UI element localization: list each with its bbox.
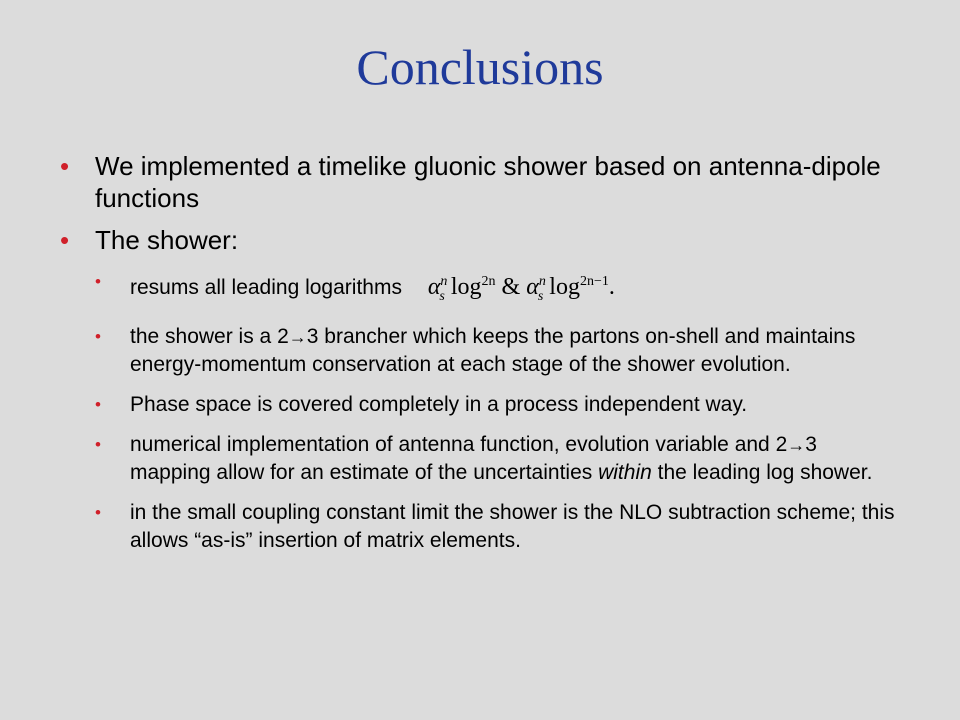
bullet-icon: • <box>95 434 101 454</box>
sub-bullet-item <box>95 323 900 379</box>
sub-bullet-text: numerical implementation of antenna function, evolution variable and 2→3 mapping allow for an estimate of the uncertainties within the leading log shower. <box>130 432 873 484</box>
bullet-icon: • <box>95 326 101 346</box>
sub-bullet-item <box>95 268 900 311</box>
arrow-icon: → <box>787 434 806 455</box>
sub-bullet-item <box>95 391 900 419</box>
sub-bullet-item <box>95 431 900 487</box>
arrow-icon: → <box>288 326 307 347</box>
sub-bullet-text: Phase space is covered completely in a process independent way. <box>130 392 748 416</box>
bullet-text: We implemented a timelike gluonic shower based on antenna-dipole functions <box>95 151 881 213</box>
bullet-icon: • <box>60 225 70 255</box>
bullet-icon: • <box>60 151 70 181</box>
slide-title: Conclusions <box>356 39 604 95</box>
sub-bullet-text: resums all leading logarithms <box>130 276 402 299</box>
bullet-icon: • <box>95 502 101 522</box>
bullet-icon: • <box>95 272 101 291</box>
sub-bullet-item <box>95 499 900 555</box>
formula: $\alpha^n_s$ $\log^{2n}$ & $\alpha^n_s$ $\log^{2n-1}$. <box>427 274 615 304</box>
bullet-item <box>60 150 900 214</box>
sub-bullet-text: the shower is a 2→3 brancher which keeps the partons on-shell and maintains energy-momentum conservation at each stage of the shower evolution. <box>130 324 856 376</box>
bullet-icon: • <box>95 394 101 414</box>
sub-bullet-list <box>95 268 900 555</box>
sub-bullet-text: in the small coupling constant limit the shower is the NLO subtraction scheme; this allows “as-is” insertion of matrix elements. <box>130 500 895 552</box>
bullet-text: The shower: <box>95 225 239 255</box>
bullet-list <box>60 150 900 567</box>
bullet-item <box>60 224 900 555</box>
